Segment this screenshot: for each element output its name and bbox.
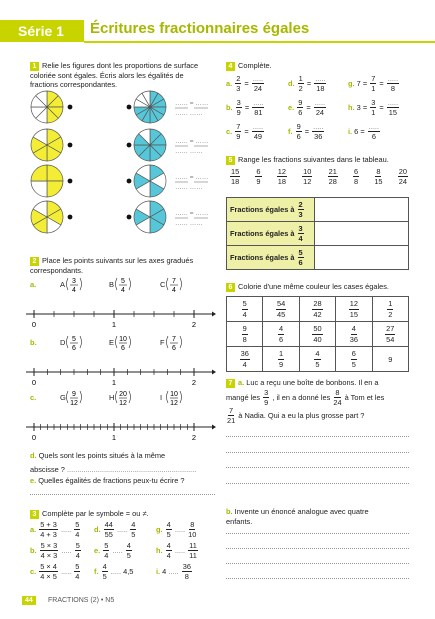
- color-cell[interactable]: $\frac{6}{5}$: [336, 347, 372, 372]
- answer-line[interactable]: [226, 533, 409, 534]
- link-dot: [68, 179, 73, 184]
- ex4-statement: 4 Complète.: [226, 61, 272, 71]
- svg-text:4: 4: [72, 287, 76, 294]
- ex7-a-statement: 7 a. Luc a reçu une boîte de bonbons. Il en a mangé les $\frac{3}{9}$ , il en a donné les $\frac{8}{24}$ à Tom et les $\frac{7}{21}$ à Nadia. Qui a eu la plus grosse part ?: [226, 378, 385, 426]
- answer-line[interactable]: [226, 483, 409, 484]
- ex1-figures[interactable]: [26, 90, 216, 240]
- svg-text:6: 6: [121, 345, 125, 352]
- blank-equality: …… = ……: [175, 174, 209, 181]
- point-label: H: [109, 393, 115, 402]
- answer-line[interactable]: [226, 436, 409, 437]
- svg-text:10: 10: [119, 336, 127, 343]
- svg-text:6: 6: [172, 345, 176, 352]
- tick-label: 2: [191, 320, 197, 329]
- arrow-head: [212, 425, 216, 430]
- svg-text:7: 7: [172, 278, 176, 285]
- point-label: I: [160, 393, 163, 402]
- ex4-item[interactable]: g. 7 = $\frac{7}{1}$ = $\frac{.....}{8}$: [348, 74, 399, 94]
- svg-text:10: 10: [170, 391, 178, 398]
- ex4-item[interactable]: f. $\frac{9}{6}$ = $\frac{.....}{36}$: [288, 122, 324, 142]
- ex3-item[interactable]: a. $\frac{5 + 3}{4 + 3}$ ..... $\frac{5}{4}$: [30, 520, 80, 540]
- ex2-number-lines[interactable]: [22, 274, 217, 444]
- ex3-item[interactable]: b. $\frac{5 \times 3}{4 \times 3}$ ..... $\frac{5}{4}$: [30, 541, 80, 561]
- link-dot: [68, 215, 73, 220]
- row-header: Fractions égales à $\frac{2}{3}$: [227, 198, 315, 222]
- svg-text:6: 6: [72, 345, 76, 352]
- tick-label: 1: [111, 433, 117, 442]
- answer-line[interactable]: [226, 548, 409, 549]
- point-label: A: [60, 280, 66, 289]
- ex3-item[interactable]: c. $\frac{5 \times 4}{4 \times 5}$ ..... $\frac{5}{4}$: [30, 562, 80, 582]
- footer-text: FRACTIONS (2) • N5: [48, 597, 115, 604]
- ex5-row: [227, 222, 409, 246]
- svg-text:5: 5: [121, 278, 125, 285]
- fraction-to-sort: $\frac{10}{12}$: [303, 167, 312, 187]
- color-cell[interactable]: $\frac{1}{2}$: [372, 297, 408, 322]
- color-cell[interactable]: $\frac{50}{40}$: [299, 322, 335, 347]
- tick-label: 0: [31, 433, 37, 442]
- fraction-to-sort: $\frac{6}{8}$: [354, 167, 359, 187]
- svg-text:…… ……: …… ……: [175, 148, 203, 155]
- answer-cell[interactable]: [315, 198, 409, 222]
- tick-label: 1: [111, 378, 117, 387]
- link-dot: [68, 105, 73, 110]
- point-label: B: [109, 280, 115, 289]
- svg-text:12: 12: [119, 400, 127, 407]
- ex1-number: 1: [30, 62, 39, 71]
- color-cell[interactable]: $\frac{4}{36}$: [336, 322, 372, 347]
- answer-line[interactable]: [226, 452, 409, 453]
- color-cell[interactable]: $\frac{9}{8}$: [227, 322, 263, 347]
- ex3-item[interactable]: i. 4 ..... $\frac{36}{8}$: [156, 562, 191, 582]
- ex4-item[interactable]: e. $\frac{9}{6}$ = $\frac{.....}{24}$: [288, 98, 326, 118]
- tick-label: 1: [111, 320, 117, 329]
- point-label: D: [60, 338, 66, 347]
- ex2-question-e: e. Quelles égalités de fractions peux-tu écrire ?: [30, 476, 185, 485]
- tick-label: 0: [31, 378, 37, 387]
- svg-text:…… ……: …… ……: [175, 184, 203, 191]
- row-header: Fractions égales à $\frac{5}{6}$: [227, 246, 315, 270]
- pie-figure: [134, 129, 166, 161]
- color-cell[interactable]: $\frac{54}{45}$: [263, 297, 299, 322]
- fraction-to-sort: $\frac{21}{28}$: [328, 167, 337, 187]
- ex6-grid[interactable]: [226, 296, 409, 372]
- ex2-sublabel: b.: [30, 338, 37, 347]
- ex4-item[interactable]: a. $\frac{2}{3}$ = $\frac{.....}{24}$: [226, 74, 264, 94]
- svg-text:7: 7: [172, 336, 176, 343]
- ex5-row: [227, 246, 409, 270]
- ex5-fraction-list: [229, 168, 409, 186]
- link-dot: [68, 143, 73, 148]
- pie-figure: [134, 201, 166, 233]
- ex5-number: 5: [226, 156, 235, 165]
- ex2-sublabel: c.: [30, 393, 37, 402]
- svg-text:4: 4: [172, 287, 176, 294]
- answer-line[interactable]: [226, 578, 409, 579]
- color-cell[interactable]: $\frac{5}{4}$: [227, 297, 263, 322]
- color-cell[interactable]: $\frac{28}{42}$: [299, 297, 335, 322]
- ex2-sublabel: a.: [30, 280, 37, 289]
- svg-text:5: 5: [72, 336, 76, 343]
- fraction-to-sort: $\frac{20}{24}$: [398, 167, 407, 187]
- blank-equality: …… = ……: [175, 100, 209, 107]
- point-label: F: [160, 338, 165, 347]
- color-cell[interactable]: $\frac{36}{4}$: [227, 347, 263, 372]
- link-dot: [127, 143, 132, 148]
- ex4-number: 4: [226, 62, 235, 71]
- blank-equality: …… = ……: [175, 138, 209, 145]
- page-number: 44: [22, 596, 36, 605]
- arrow-head: [212, 370, 216, 375]
- svg-text:12: 12: [70, 400, 78, 407]
- ex3-item[interactable]: d. $\frac{44}{55}$ ..... $\frac{4}{5}$: [94, 520, 136, 540]
- svg-text:4: 4: [121, 287, 125, 294]
- answer-cell[interactable]: [315, 222, 409, 246]
- ex3-item[interactable]: f. $\frac{4}{5}$ ..... 4,5: [94, 562, 134, 582]
- tick-label: 2: [191, 433, 197, 442]
- ex4-items[interactable]: [226, 75, 411, 150]
- ex3-statement: 3 Complète par le symbole = ou ≠.: [30, 509, 149, 519]
- ex3-item[interactable]: h. $\frac{4}{4}$ ..... $\frac{11}{11}$: [156, 541, 197, 561]
- svg-text:…… ……: …… ……: [175, 110, 203, 117]
- fraction-to-sort: $\frac{6}{9}$: [256, 167, 261, 187]
- answer-line[interactable]: [226, 467, 409, 468]
- pie-figure: [31, 91, 63, 123]
- link-dot: [127, 105, 132, 110]
- header-rule: [84, 41, 435, 43]
- tick-label: 0: [31, 320, 37, 329]
- answer-cell[interactable]: [315, 246, 409, 270]
- link-dot: [127, 179, 132, 184]
- svg-text:3: 3: [72, 278, 76, 285]
- ex4-item[interactable]: d. $\frac{1}{2}$ = $\frac{.....}{18}$: [288, 74, 326, 94]
- ex6-number: 6: [226, 283, 235, 292]
- ex5-row: [227, 198, 409, 222]
- ex1-statement: 1 Relie les figures dont les proportions de surface coloriée sont égales. Écris alors les égalités de fractions correspondantes.: [30, 61, 199, 90]
- ex3-item[interactable]: g. $\frac{4}{5}$ ..... $\frac{8}{10}$: [156, 520, 197, 540]
- color-cell[interactable]: $\frac{4}{5}$: [299, 347, 335, 372]
- ex3-number: 3: [30, 510, 39, 519]
- pie-figure: [134, 165, 166, 197]
- ex3-items[interactable]: [30, 521, 215, 586]
- fraction-to-sort: $\frac{15}{18}$: [231, 167, 240, 187]
- ex4-item[interactable]: c. $\frac{7}{9}$ = $\frac{.....}{49}$: [226, 122, 264, 142]
- color-cell[interactable]: $\frac{27}{54}$: [372, 322, 408, 347]
- ex2-number: 2: [30, 257, 39, 266]
- ex5-statement: 5 Range les fractions suivantes dans le tableau.: [226, 155, 389, 165]
- pie-figure: [31, 165, 63, 197]
- ex6-statement: 6 Colorie d'une même couleur les cases égales.: [226, 282, 389, 292]
- ex3-item[interactable]: e. $\frac{5}{4}$ ..... $\frac{4}{5}$: [94, 541, 131, 561]
- ex2-question-d: d. Quels sont les points situés à la même abscisse ? ...............................................................: [30, 451, 197, 474]
- series-tab: Série 1: [0, 20, 84, 42]
- point-label: E: [109, 338, 115, 347]
- blank-equality: …… = ……: [175, 210, 209, 217]
- ex4-item[interactable]: h. 3 = $\frac{3}{1}$ = $\frac{.....}{15}$: [348, 98, 399, 118]
- svg-text:…… ……: …… ……: [175, 220, 203, 227]
- link-dot: [127, 215, 132, 220]
- ex2-statement: 2 Place les points suivants sur les axes gradués correspondants.: [30, 256, 194, 275]
- page-title: Écritures fractionnaires égales: [90, 20, 310, 37]
- svg-text:12: 12: [170, 400, 178, 407]
- fraction-to-sort: $\frac{8}{15}$: [374, 167, 383, 187]
- point-label: C: [160, 280, 166, 289]
- answer-line[interactable]: [226, 563, 409, 564]
- color-cell[interactable]: $\frac{4}{6}$: [263, 322, 299, 347]
- pie-figure: [31, 129, 63, 161]
- tick-label: 2: [191, 378, 197, 387]
- color-cell[interactable]: $\frac{1}{9}$: [263, 347, 299, 372]
- answer-line[interactable]: [30, 494, 215, 495]
- ex7-number: 7: [226, 379, 235, 388]
- color-cell[interactable]: $\frac{12}{15}$: [336, 297, 372, 322]
- pie-figure: [31, 201, 63, 233]
- ex4-item[interactable]: i. 6 = $\frac{.....}{6}$: [348, 122, 380, 142]
- fraction-to-sort: $\frac{12}{18}$: [277, 167, 286, 187]
- ex4-item[interactable]: b. $\frac{3}{9}$ = $\frac{.....}{81}$: [226, 98, 264, 118]
- pie-figure: [134, 91, 166, 123]
- ex5-table[interactable]: [226, 197, 409, 270]
- color-cell[interactable]: 9: [372, 347, 408, 372]
- svg-text:9: 9: [72, 391, 76, 398]
- ex7-b-statement: b. Invente un énoncé analogue avec quatre enfants.: [226, 507, 369, 526]
- svg-text:20: 20: [119, 391, 127, 398]
- arrow-head: [212, 312, 216, 317]
- point-label: G: [60, 393, 66, 402]
- row-header: Fractions égales à $\frac{3}{4}$: [227, 222, 315, 246]
